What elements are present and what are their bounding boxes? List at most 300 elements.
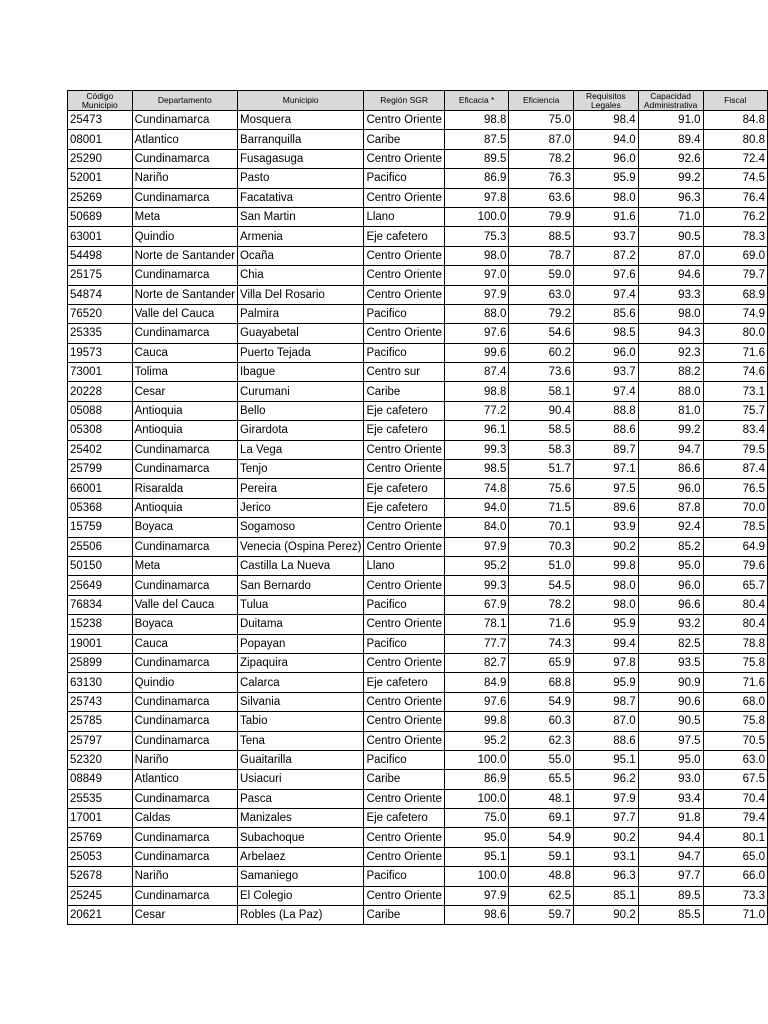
cell-municipio: El Colegio <box>237 886 363 905</box>
table-row <box>68 750 768 769</box>
cell-requisitos: 96.2 <box>574 770 639 789</box>
table-row <box>68 576 768 595</box>
cell-municipio: Fusagasuga <box>237 149 363 168</box>
cell-eficiencia: 60.2 <box>509 343 574 362</box>
table-row <box>68 266 768 285</box>
cell-fiscal: 80.8 <box>703 130 767 149</box>
cell-capacidad: 94.7 <box>638 847 703 866</box>
cell-municipio: Subachoque <box>237 828 363 847</box>
cell-eficacia: 96.1 <box>444 421 509 440</box>
cell-eficacia: 95.0 <box>444 828 509 847</box>
cell-capacidad: 93.5 <box>638 653 703 672</box>
cell-eficiencia: 54.5 <box>509 576 574 595</box>
cell-eficiencia: 70.3 <box>509 537 574 556</box>
cell-departamento: Antioquia <box>132 401 237 420</box>
cell-municipio: Barranquilla <box>237 130 363 149</box>
cell-region: Pacifico <box>364 750 444 769</box>
cell-capacidad: 82.5 <box>638 634 703 653</box>
column-header-region: Región SGR <box>364 91 444 111</box>
column-header-codigo: Código Municipio <box>68 91 133 111</box>
cell-departamento: Cundinamarca <box>132 576 237 595</box>
cell-region: Centro Oriente <box>364 828 444 847</box>
column-header-departamento: Departamento <box>132 91 237 111</box>
cell-capacidad: 91.0 <box>638 111 703 130</box>
cell-codigo: 52320 <box>68 750 133 769</box>
cell-eficacia: 77.7 <box>444 634 509 653</box>
cell-requisitos: 91.6 <box>574 207 639 226</box>
municipal-performance-table <box>67 90 768 925</box>
cell-eficiencia: 62.3 <box>509 731 574 750</box>
cell-region: Eje cafetero <box>364 498 444 517</box>
cell-municipio: Jerico <box>237 498 363 517</box>
cell-region: Eje cafetero <box>364 227 444 246</box>
cell-codigo: 25799 <box>68 460 133 479</box>
cell-eficiencia: 59.0 <box>509 266 574 285</box>
cell-municipio: Tena <box>237 731 363 750</box>
cell-region: Pacifico <box>364 634 444 653</box>
cell-capacidad: 97.5 <box>638 731 703 750</box>
cell-fiscal: 65.0 <box>703 847 767 866</box>
cell-eficacia: 88.0 <box>444 304 509 323</box>
cell-eficacia: 75.0 <box>444 809 509 828</box>
cell-fiscal: 70.5 <box>703 731 767 750</box>
cell-requisitos: 95.9 <box>574 673 639 692</box>
cell-municipio: Guayabetal <box>237 324 363 343</box>
cell-codigo: 25506 <box>68 537 133 556</box>
cell-capacidad: 99.2 <box>638 421 703 440</box>
column-header-municipio: Municipio <box>237 91 363 111</box>
cell-eficacia: 97.6 <box>444 692 509 711</box>
cell-capacidad: 97.7 <box>638 867 703 886</box>
cell-eficiencia: 70.1 <box>509 518 574 537</box>
cell-departamento: Cundinamarca <box>132 440 237 459</box>
cell-capacidad: 96.0 <box>638 576 703 595</box>
cell-region: Caribe <box>364 770 444 789</box>
column-header-requisitos: Requisitos Legales <box>574 91 639 111</box>
cell-eficacia: 98.5 <box>444 460 509 479</box>
cell-requisitos: 97.8 <box>574 653 639 672</box>
cell-municipio: Pereira <box>237 479 363 498</box>
cell-region: Centro Oriente <box>364 847 444 866</box>
cell-departamento: Cesar <box>132 382 237 401</box>
table-row <box>68 207 768 226</box>
cell-departamento: Risaralda <box>132 479 237 498</box>
cell-eficacia: 94.0 <box>444 498 509 517</box>
table-row <box>68 382 768 401</box>
cell-region: Centro Oriente <box>364 149 444 168</box>
cell-requisitos: 98.0 <box>574 576 639 595</box>
cell-eficacia: 100.0 <box>444 867 509 886</box>
cell-eficacia: 99.3 <box>444 440 509 459</box>
cell-requisitos: 98.0 <box>574 188 639 207</box>
cell-codigo: 25785 <box>68 712 133 731</box>
cell-eficacia: 100.0 <box>444 789 509 808</box>
cell-eficacia: 95.2 <box>444 731 509 750</box>
cell-municipio: Puerto Tejada <box>237 343 363 362</box>
cell-codigo: 25535 <box>68 789 133 808</box>
cell-capacidad: 81.0 <box>638 401 703 420</box>
cell-fiscal: 70.4 <box>703 789 767 808</box>
cell-fiscal: 74.5 <box>703 169 767 188</box>
cell-departamento: Cundinamarca <box>132 847 237 866</box>
cell-departamento: Valle del Cauca <box>132 304 237 323</box>
cell-departamento: Nariño <box>132 169 237 188</box>
cell-departamento: Cauca <box>132 634 237 653</box>
cell-codigo: 25290 <box>68 149 133 168</box>
table-row <box>68 188 768 207</box>
cell-requisitos: 93.7 <box>574 363 639 382</box>
cell-fiscal: 78.5 <box>703 518 767 537</box>
cell-fiscal: 68.9 <box>703 285 767 304</box>
cell-eficacia: 67.9 <box>444 595 509 614</box>
cell-capacidad: 96.3 <box>638 188 703 207</box>
cell-eficiencia: 79.9 <box>509 207 574 226</box>
cell-codigo: 52001 <box>68 169 133 188</box>
cell-eficacia: 74.8 <box>444 479 509 498</box>
cell-requisitos: 99.4 <box>574 634 639 653</box>
cell-departamento: Cundinamarca <box>132 712 237 731</box>
cell-region: Pacifico <box>364 867 444 886</box>
cell-departamento: Atlantico <box>132 130 237 149</box>
table-row <box>68 518 768 537</box>
cell-fiscal: 66.0 <box>703 867 767 886</box>
cell-capacidad: 87.8 <box>638 498 703 517</box>
cell-eficacia: 99.6 <box>444 343 509 362</box>
table-row <box>68 498 768 517</box>
column-header-capacidad: Capacidad Administrativa <box>638 91 703 111</box>
column-header-eficiencia: Eficiencia <box>509 91 574 111</box>
cell-requisitos: 95.1 <box>574 750 639 769</box>
cell-region: Eje cafetero <box>364 673 444 692</box>
cell-eficiencia: 73.6 <box>509 363 574 382</box>
cell-codigo: 15238 <box>68 615 133 634</box>
cell-eficacia: 86.9 <box>444 169 509 188</box>
cell-capacidad: 96.0 <box>638 479 703 498</box>
cell-region: Centro Oriente <box>364 188 444 207</box>
cell-codigo: 25053 <box>68 847 133 866</box>
cell-departamento: Cundinamarca <box>132 188 237 207</box>
cell-region: Centro Oriente <box>364 246 444 265</box>
cell-eficiencia: 74.3 <box>509 634 574 653</box>
cell-codigo: 54874 <box>68 285 133 304</box>
table-row <box>68 673 768 692</box>
cell-departamento: Cundinamarca <box>132 460 237 479</box>
cell-fiscal: 71.0 <box>703 906 767 925</box>
table-row <box>68 809 768 828</box>
cell-fiscal: 76.4 <box>703 188 767 207</box>
cell-municipio: Silvania <box>237 692 363 711</box>
cell-codigo: 25797 <box>68 731 133 750</box>
column-header-fiscal: Fiscal <box>703 91 767 111</box>
cell-capacidad: 85.5 <box>638 906 703 925</box>
cell-fiscal: 74.6 <box>703 363 767 382</box>
cell-capacidad: 93.2 <box>638 615 703 634</box>
table-row <box>68 867 768 886</box>
cell-eficacia: 98.8 <box>444 111 509 130</box>
cell-fiscal: 79.4 <box>703 809 767 828</box>
cell-municipio: Curumani <box>237 382 363 401</box>
cell-departamento: Cundinamarca <box>132 324 237 343</box>
cell-requisitos: 90.2 <box>574 906 639 925</box>
cell-eficacia: 99.8 <box>444 712 509 731</box>
cell-region: Eje cafetero <box>364 421 444 440</box>
cell-requisitos: 98.0 <box>574 595 639 614</box>
cell-requisitos: 96.0 <box>574 343 639 362</box>
cell-region: Centro Oriente <box>364 576 444 595</box>
cell-eficacia: 98.0 <box>444 246 509 265</box>
cell-region: Eje cafetero <box>364 479 444 498</box>
cell-municipio: Tenjo <box>237 460 363 479</box>
cell-codigo: 76834 <box>68 595 133 614</box>
cell-departamento: Meta <box>132 556 237 575</box>
cell-eficacia: 97.9 <box>444 886 509 905</box>
cell-region: Centro Oriente <box>364 653 444 672</box>
table-row <box>68 460 768 479</box>
cell-municipio: Arbelaez <box>237 847 363 866</box>
cell-departamento: Caldas <box>132 809 237 828</box>
cell-eficacia: 89.5 <box>444 149 509 168</box>
cell-capacidad: 92.4 <box>638 518 703 537</box>
cell-eficacia: 98.8 <box>444 382 509 401</box>
cell-capacidad: 92.3 <box>638 343 703 362</box>
cell-municipio: Calarca <box>237 673 363 692</box>
cell-region: Centro Oriente <box>364 285 444 304</box>
cell-eficacia: 100.0 <box>444 750 509 769</box>
cell-eficiencia: 75.0 <box>509 111 574 130</box>
cell-fiscal: 63.0 <box>703 750 767 769</box>
header-row <box>68 91 768 111</box>
cell-eficiencia: 75.6 <box>509 479 574 498</box>
cell-departamento: Valle del Cauca <box>132 595 237 614</box>
cell-eficiencia: 76.3 <box>509 169 574 188</box>
cell-municipio: Pasto <box>237 169 363 188</box>
cell-requisitos: 95.9 <box>574 169 639 188</box>
cell-departamento: Quindio <box>132 227 237 246</box>
cell-eficiencia: 65.5 <box>509 770 574 789</box>
cell-fiscal: 76.2 <box>703 207 767 226</box>
cell-eficacia: 97.9 <box>444 537 509 556</box>
cell-requisitos: 99.8 <box>574 556 639 575</box>
cell-fiscal: 73.3 <box>703 886 767 905</box>
cell-eficacia: 82.7 <box>444 653 509 672</box>
cell-codigo: 20621 <box>68 906 133 925</box>
cell-capacidad: 94.3 <box>638 324 703 343</box>
cell-departamento: Quindio <box>132 673 237 692</box>
cell-region: Caribe <box>364 382 444 401</box>
cell-municipio: Armenia <box>237 227 363 246</box>
cell-municipio: Sogamoso <box>237 518 363 537</box>
table-row <box>68 537 768 556</box>
cell-municipio: Facatativa <box>237 188 363 207</box>
cell-municipio: Pasca <box>237 789 363 808</box>
cell-municipio: Robles (La Paz) <box>237 906 363 925</box>
table-body <box>68 111 768 925</box>
cell-departamento: Cundinamarca <box>132 149 237 168</box>
cell-departamento: Antioquia <box>132 421 237 440</box>
cell-capacidad: 90.6 <box>638 692 703 711</box>
cell-departamento: Boyaca <box>132 518 237 537</box>
cell-codigo: 05088 <box>68 401 133 420</box>
cell-capacidad: 94.6 <box>638 266 703 285</box>
cell-departamento: Antioquia <box>132 498 237 517</box>
cell-fiscal: 83.4 <box>703 421 767 440</box>
cell-capacidad: 87.0 <box>638 246 703 265</box>
cell-departamento: Cundinamarca <box>132 789 237 808</box>
cell-codigo: 73001 <box>68 363 133 382</box>
cell-requisitos: 93.7 <box>574 227 639 246</box>
table-row <box>68 149 768 168</box>
table-row <box>68 401 768 420</box>
cell-eficacia: 75.3 <box>444 227 509 246</box>
cell-codigo: 54498 <box>68 246 133 265</box>
cell-codigo: 66001 <box>68 479 133 498</box>
cell-requisitos: 98.5 <box>574 324 639 343</box>
table-row <box>68 906 768 925</box>
cell-departamento: Cundinamarca <box>132 692 237 711</box>
cell-requisitos: 88.8 <box>574 401 639 420</box>
cell-municipio: Usiacuri <box>237 770 363 789</box>
cell-capacidad: 94.7 <box>638 440 703 459</box>
cell-eficiencia: 51.7 <box>509 460 574 479</box>
cell-requisitos: 96.3 <box>574 867 639 886</box>
cell-fiscal: 80.4 <box>703 595 767 614</box>
cell-codigo: 76520 <box>68 304 133 323</box>
cell-fiscal: 71.6 <box>703 343 767 362</box>
cell-eficiencia: 48.1 <box>509 789 574 808</box>
cell-fiscal: 78.3 <box>703 227 767 246</box>
cell-requisitos: 88.6 <box>574 731 639 750</box>
cell-municipio: La Vega <box>237 440 363 459</box>
cell-codigo: 25769 <box>68 828 133 847</box>
cell-municipio: Tabio <box>237 712 363 731</box>
cell-codigo: 25245 <box>68 886 133 905</box>
cell-departamento: Norte de Santander <box>132 246 237 265</box>
cell-codigo: 19001 <box>68 634 133 653</box>
cell-eficiencia: 54.6 <box>509 324 574 343</box>
cell-fiscal: 79.5 <box>703 440 767 459</box>
table-header <box>68 91 768 111</box>
cell-codigo: 25402 <box>68 440 133 459</box>
table-row <box>68 130 768 149</box>
cell-requisitos: 93.1 <box>574 847 639 866</box>
cell-region: Centro Oriente <box>364 460 444 479</box>
cell-codigo: 25649 <box>68 576 133 595</box>
cell-region: Pacifico <box>364 169 444 188</box>
cell-municipio: Girardota <box>237 421 363 440</box>
table-row <box>68 246 768 265</box>
cell-municipio: Castilla La Nueva <box>237 556 363 575</box>
cell-fiscal: 78.8 <box>703 634 767 653</box>
cell-eficiencia: 59.1 <box>509 847 574 866</box>
cell-region: Centro Oriente <box>364 692 444 711</box>
cell-region: Centro Oriente <box>364 789 444 808</box>
cell-codigo: 17001 <box>68 809 133 828</box>
cell-codigo: 19573 <box>68 343 133 362</box>
cell-region: Llano <box>364 556 444 575</box>
cell-region: Centro Oriente <box>364 731 444 750</box>
cell-municipio: San Martin <box>237 207 363 226</box>
cell-fiscal: 87.4 <box>703 460 767 479</box>
cell-eficiencia: 63.6 <box>509 188 574 207</box>
table-row <box>68 479 768 498</box>
table-row <box>68 653 768 672</box>
cell-fiscal: 76.5 <box>703 479 767 498</box>
cell-codigo: 05308 <box>68 421 133 440</box>
cell-capacidad: 71.0 <box>638 207 703 226</box>
column-header-eficacia: Eficacia * <box>444 91 509 111</box>
cell-codigo: 63001 <box>68 227 133 246</box>
cell-codigo: 08001 <box>68 130 133 149</box>
cell-municipio: Zipaquira <box>237 653 363 672</box>
cell-capacidad: 98.0 <box>638 304 703 323</box>
cell-region: Centro Oriente <box>364 324 444 343</box>
table-row <box>68 363 768 382</box>
cell-region: Eje cafetero <box>364 401 444 420</box>
cell-requisitos: 93.9 <box>574 518 639 537</box>
cell-fiscal: 75.8 <box>703 653 767 672</box>
cell-capacidad: 93.3 <box>638 285 703 304</box>
cell-fiscal: 72.4 <box>703 149 767 168</box>
cell-eficiencia: 54.9 <box>509 828 574 847</box>
table-row <box>68 556 768 575</box>
cell-requisitos: 96.0 <box>574 149 639 168</box>
cell-eficiencia: 88.5 <box>509 227 574 246</box>
cell-eficacia: 84.9 <box>444 673 509 692</box>
cell-region: Llano <box>364 207 444 226</box>
cell-fiscal: 80.0 <box>703 324 767 343</box>
cell-departamento: Cundinamarca <box>132 731 237 750</box>
cell-municipio: Tulua <box>237 595 363 614</box>
cell-capacidad: 94.4 <box>638 828 703 847</box>
cell-codigo: 25473 <box>68 111 133 130</box>
cell-municipio: Manizales <box>237 809 363 828</box>
cell-eficacia: 87.4 <box>444 363 509 382</box>
cell-capacidad: 88.0 <box>638 382 703 401</box>
cell-requisitos: 90.2 <box>574 537 639 556</box>
cell-region: Centro Oriente <box>364 111 444 130</box>
cell-departamento: Cundinamarca <box>132 111 237 130</box>
cell-eficiencia: 63.0 <box>509 285 574 304</box>
table-row <box>68 789 768 808</box>
cell-region: Centro sur <box>364 363 444 382</box>
cell-fiscal: 79.6 <box>703 556 767 575</box>
table-row <box>68 440 768 459</box>
cell-fiscal: 75.8 <box>703 712 767 731</box>
cell-eficacia: 97.9 <box>444 285 509 304</box>
cell-eficiencia: 71.6 <box>509 615 574 634</box>
cell-municipio: Popayan <box>237 634 363 653</box>
cell-capacidad: 85.2 <box>638 537 703 556</box>
table-row <box>68 285 768 304</box>
cell-codigo: 50689 <box>68 207 133 226</box>
cell-eficiencia: 48.8 <box>509 867 574 886</box>
cell-requisitos: 97.6 <box>574 266 639 285</box>
cell-eficiencia: 78.2 <box>509 595 574 614</box>
cell-departamento: Cundinamarca <box>132 266 237 285</box>
cell-eficiencia: 71.5 <box>509 498 574 517</box>
cell-eficiencia: 78.7 <box>509 246 574 265</box>
cell-eficacia: 95.2 <box>444 556 509 575</box>
cell-eficiencia: 69.1 <box>509 809 574 828</box>
table-row <box>68 615 768 634</box>
cell-capacidad: 95.0 <box>638 750 703 769</box>
table-row <box>68 343 768 362</box>
table-row <box>68 731 768 750</box>
cell-region: Centro Oriente <box>364 712 444 731</box>
cell-eficiencia: 78.2 <box>509 149 574 168</box>
cell-capacidad: 89.4 <box>638 130 703 149</box>
cell-eficacia: 87.5 <box>444 130 509 149</box>
